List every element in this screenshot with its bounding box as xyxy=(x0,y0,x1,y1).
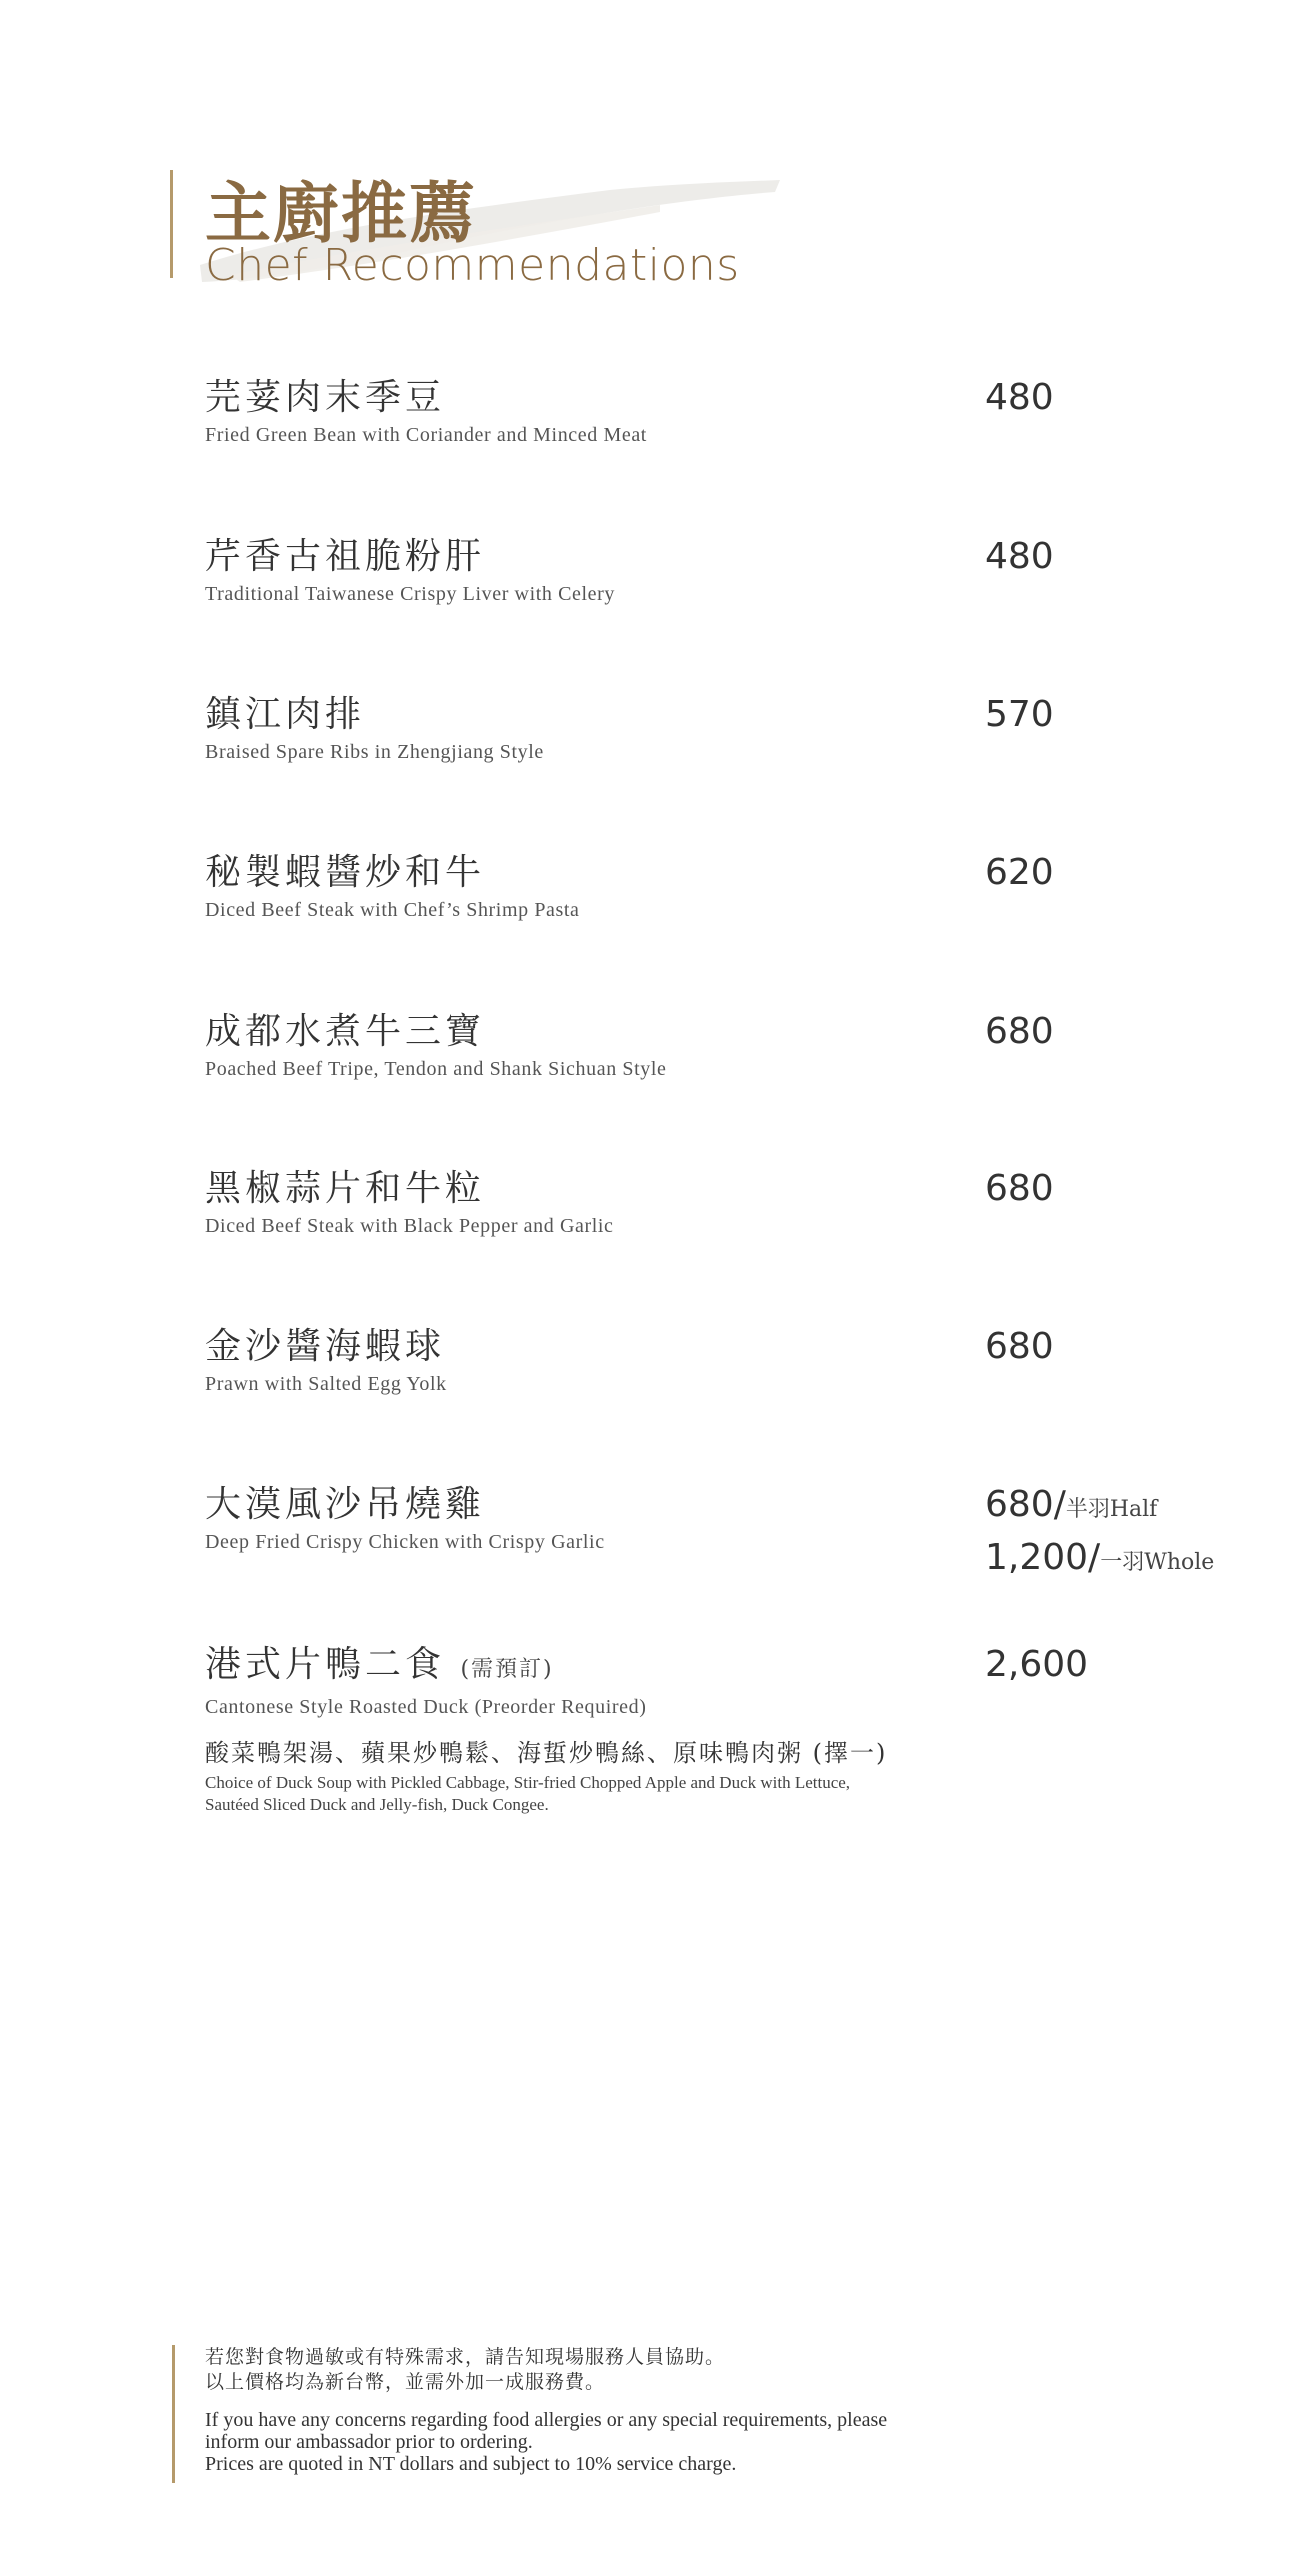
footer-en-line-3: Prices are quoted in NT dollars and subject to 10% service charge. xyxy=(205,2453,737,2475)
item-name-en: Braised Spare Ribs in Zhengjiang Style xyxy=(205,741,544,763)
item-options-en: Choice of Duck Soup with Pickled Cabbage, Stir-fried Chopped Apple and Duck with Lettuce, Sautéed Sliced Duck and Jelly-fish, Duck Congee. xyxy=(205,1773,851,1814)
menu-item xyxy=(205,1643,1255,1816)
item-price xyxy=(985,535,1054,579)
footer-en-line-2: inform our ambassador prior to ordering. xyxy=(205,2431,533,2453)
item-name-en: Diced Beef Steak with Black Pepper and Garlic xyxy=(205,1215,614,1237)
price-value: 2,600 xyxy=(985,1644,1089,1685)
price-value-whole: 1,200/ xyxy=(985,1537,1101,1578)
footer-accent-bar xyxy=(172,2345,175,2483)
menu-item xyxy=(205,1167,1255,1238)
menu-item xyxy=(205,535,1255,606)
item-name-zh: 黑椒蒜片和牛粒 xyxy=(205,1168,486,1209)
item-price xyxy=(985,1167,1054,1211)
page-title-zh: 主廚推薦 xyxy=(205,174,477,252)
item-name-en: Fried Green Bean with Coriander and Minced Meat xyxy=(205,424,647,446)
item-name-en: Deep Fried Crispy Chicken with Crispy Garlic xyxy=(205,1531,605,1553)
item-name-zh: 成都水煮牛三寶 xyxy=(205,1011,486,1052)
item-price xyxy=(985,1483,1214,1585)
footer-notice xyxy=(205,2345,1105,2475)
menu-item xyxy=(205,376,1255,447)
preorder-note: (需預訂) xyxy=(460,1657,554,1682)
price-value: 480 xyxy=(985,536,1054,577)
price-value-half: 680/ xyxy=(985,1484,1066,1525)
price-value: 480 xyxy=(985,377,1054,418)
item-name-zh: 鎮江肉排 xyxy=(205,694,366,735)
item-name-zh xyxy=(205,1643,1255,1692)
price-value: 680 xyxy=(985,1011,1054,1052)
item-name-en: Traditional Taiwanese Crispy Liver with Celery xyxy=(205,583,616,605)
footer-en-line-1: If you have any concerns regarding food allergies or any special requirements, please xyxy=(205,2409,888,2431)
item-options-zh: 酸菜鴨架湯、蘋果炒鴨鬆、海蜇炒鴨絲、原味鴨肉粥 (擇一) xyxy=(205,1739,888,1767)
item-price xyxy=(985,1643,1088,1687)
item-name-zh: 秘製蝦醬炒和牛 xyxy=(205,852,486,893)
header-accent-bar xyxy=(170,170,173,278)
price-unit-half: 半羽Half xyxy=(1065,1497,1158,1522)
price-unit-whole: 一羽Whole xyxy=(1100,1550,1215,1575)
item-name-zh: 芫荽肉末季豆 xyxy=(205,377,446,418)
item-name-en: Prawn with Salted Egg Yolk xyxy=(205,1373,447,1395)
item-name-en: Cantonese Style Roasted Duck (Preorder Required) xyxy=(205,1696,647,1718)
item-price xyxy=(985,1325,1054,1369)
item-name-zh: 大漠風沙吊燒雞 xyxy=(205,1484,486,1525)
footer-zh-line-2: 以上價格均為新台幣，並需外加一成服務費。 xyxy=(205,2371,606,2393)
menu-item xyxy=(205,693,1255,764)
footer-zh-line-1: 若您對食物過敏或有特殊需求，請告知現場服務人員協助。 xyxy=(205,2346,726,2368)
price-line-whole xyxy=(985,1536,1214,1585)
price-value: 570 xyxy=(985,694,1054,735)
item-price xyxy=(985,376,1054,420)
price-value: 680 xyxy=(985,1326,1054,1367)
item-name-zh: 金沙醬海蝦球 xyxy=(205,1326,446,1367)
item-price xyxy=(985,1010,1054,1054)
item-name-en: Poached Beef Tripe, Tendon and Shank Sichuan Style xyxy=(205,1058,667,1080)
menu-item xyxy=(205,1483,1255,1578)
page-title-en: Chef Recommendations xyxy=(205,240,740,291)
price-value: 680 xyxy=(985,1168,1054,1209)
item-name-zh: 芹香古祖脆粉肝 xyxy=(205,536,486,577)
price-value: 620 xyxy=(985,852,1054,893)
menu-item xyxy=(205,851,1255,922)
footer-en-block xyxy=(205,2409,1105,2475)
item-name-en: Diced Beef Steak with Chef’s Shrimp Pasta xyxy=(205,899,580,921)
menu-item xyxy=(205,1325,1255,1396)
item-price xyxy=(985,851,1054,895)
menu-item xyxy=(205,1010,1255,1081)
item-name-zh-text: 港式片鴨二食 xyxy=(205,1644,446,1685)
item-price xyxy=(985,693,1054,737)
